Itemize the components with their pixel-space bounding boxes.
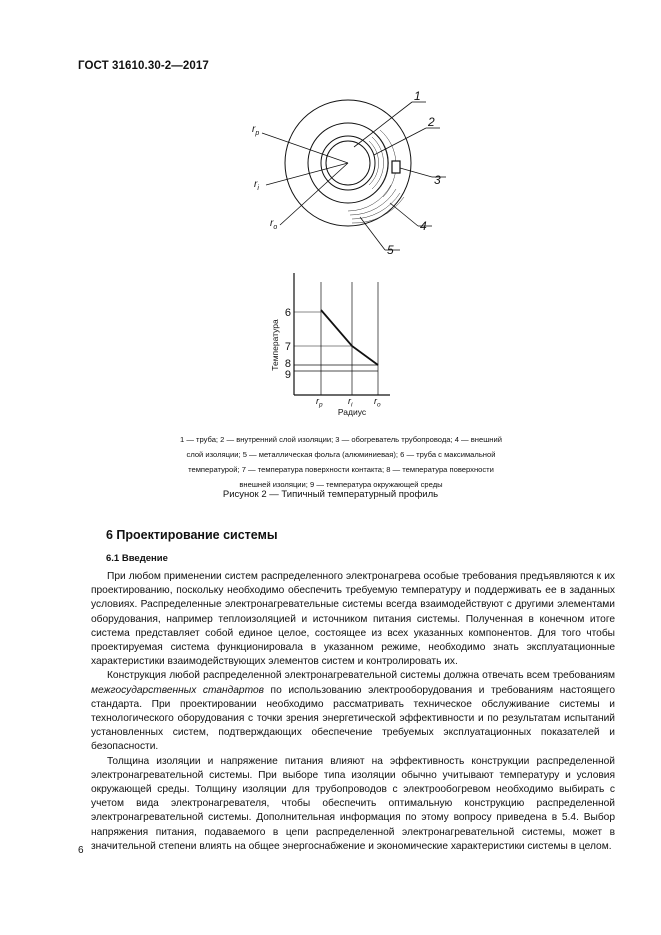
standards-emphasis: межгосударственных стандартов bbox=[91, 684, 264, 696]
paragraph: При любом применении систем распределенного электронагрева особые требования предъявляются к их проектированию, поскольку необходимо обеспечить требуемую температуру и поддерживать ее в заданных условиях. Распределенные электронагревательные системы всегда взаимодействуют с другими элементами оборудования, например теплоизоляцией и источником питания системы. Полученная в конечном итоге система представляет собой единое целое, состоящее из всех указанных компонентов. Для того чтобы проектируемая система функционировала в указанном режиме, необходимо знать эксплуатационные характеристики взаимодействующих элементов систем и контролировать их. bbox=[91, 571, 615, 668]
label-ri: $r_i$ bbox=[254, 179, 259, 192]
y-axis-label: Температура bbox=[270, 319, 280, 371]
x-axis-label: Радиус bbox=[337, 407, 367, 417]
legend-line: температурой; 7 — температура поверхности контакта; 8 — температура поверхности bbox=[188, 465, 494, 474]
paragraph: Конструкция любой распределенной электронагревательной системы должна отвечать всем требованиям межгосударственных стандартов по использованию электрооборудования и требованиям настоящего стандарта. При проектировании необходимо рассматривать техническое обслуживание системы и технологического оборудования с точки зрения энергетической эффективности и по результатам испытаний установленных систем, подтверждающих обеспечение требуемых эксплуатационных показателей и безопасности. bbox=[91, 670, 615, 753]
y-tick-7: 7 bbox=[284, 341, 291, 353]
y-tick-6: 6 bbox=[284, 307, 291, 319]
x-tick-ri: $r_i$ bbox=[348, 396, 353, 409]
label-rp: $r_p$ bbox=[252, 124, 260, 137]
document-header: ГОСТ 31610.30-2—2017 bbox=[78, 60, 209, 72]
temperature-profile-graph bbox=[258, 270, 408, 420]
callout-3: 3 bbox=[434, 173, 441, 187]
legend-line: 1 — труба; 2 — внутренний слой изоляции; 3 — обогреватель трубопровода; 4 — внешний bbox=[180, 435, 502, 444]
callout-5: 5 bbox=[387, 243, 394, 257]
temperature-curve bbox=[321, 310, 378, 365]
y-tick-8: 8 bbox=[284, 358, 291, 370]
x-tick-rp: $r_p$ bbox=[316, 396, 323, 409]
figure-caption: Рисунок 2 — Типичный температурный профиль bbox=[222, 489, 439, 500]
x-tick-ro: $r_o$ bbox=[374, 396, 381, 409]
section-title: 6 Проектирование системы bbox=[106, 528, 278, 542]
y-tick-9: 9 bbox=[284, 369, 291, 381]
figure-legend bbox=[150, 432, 532, 492]
body-text bbox=[91, 570, 615, 854]
legend-line: внешней изоляции; 9 — температура окружающей среды bbox=[239, 480, 443, 489]
pipe-heater bbox=[392, 161, 400, 173]
paragraph: Толщина изоляции и напряжение питания влияют на эффективность конструкции распределенной электронагревательной системы. При выборе типа изоляции обычно учитывают температуру и условия окружающей среды. Толщину изоляции для трубопроводов с электрообогревом необходимо выбирать с учетом вида электронагревателя, чтобы обеспечить оптимальную конструкцию распределенной электронагревательной системы. Дополнительная информация по этому вопросу приведена в 5.4. Выбор напряжения питания, подаваемого в цепи распределенной электронагревательной системы, может в значительной степени влиять на общее энергоснабжение и экономические характеристики системы в целом. bbox=[91, 755, 615, 852]
subsection-title: 6.1 Введение bbox=[106, 553, 168, 564]
callout-1: 1 bbox=[414, 89, 421, 103]
callout-4: 4 bbox=[420, 219, 427, 233]
callout-2: 2 bbox=[428, 115, 435, 129]
legend-line: слой изоляции; 5 — металлическая фольга (алюминиевая); 6 — труба с максимальной bbox=[186, 450, 496, 459]
page-number: 6 bbox=[78, 845, 84, 856]
pipe-cross-section bbox=[240, 85, 450, 260]
label-ro: $r_o$ bbox=[270, 218, 278, 231]
